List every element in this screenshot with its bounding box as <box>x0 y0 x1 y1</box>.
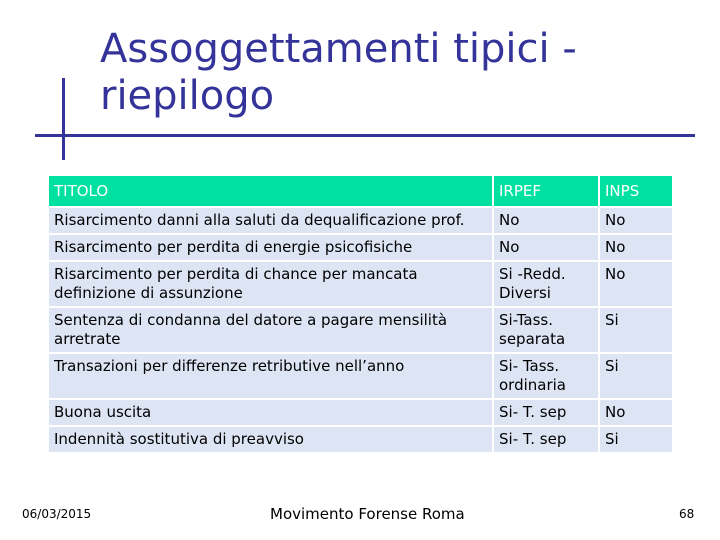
cell-inps: Si <box>600 427 672 452</box>
cell-irpef: Si-Tass. separata <box>494 308 598 352</box>
cell-titolo: Transazioni per differenze retributive nell’anno <box>49 354 492 398</box>
slide-title-line-2: riepilogo <box>100 73 275 119</box>
table-row <box>49 308 672 352</box>
table-row <box>49 235 672 260</box>
cell-irpef: Si -Redd. Diversi <box>494 262 598 306</box>
decorative-horizontal-line <box>35 134 695 137</box>
table-row <box>49 354 672 398</box>
cell-irpef: Si- Tass. ordinaria <box>494 354 598 398</box>
table-row <box>49 262 672 306</box>
footer-page-number: 68 <box>679 507 695 521</box>
slide-title <box>100 26 700 120</box>
footer-date: 06/03/2015 <box>22 507 92 521</box>
cell-titolo: Indennità sostitutiva di preavviso <box>49 427 492 452</box>
cell-inps: No <box>600 400 672 425</box>
summary-table <box>47 174 674 454</box>
cell-titolo: Risarcimento per perdita di chance per mancata definizione di assunzione <box>49 262 492 306</box>
table-row <box>49 400 672 425</box>
cell-irpef: No <box>494 208 598 233</box>
header-irpef: IRPEF <box>494 176 598 206</box>
cell-inps: Si <box>600 308 672 352</box>
cell-inps: No <box>600 262 672 306</box>
table-row <box>49 208 672 233</box>
cell-inps: No <box>600 208 672 233</box>
cell-irpef: Si- T. sep <box>494 427 598 452</box>
cell-inps: Si <box>600 354 672 398</box>
table-header-row <box>49 176 672 206</box>
header-inps: INPS <box>600 176 672 206</box>
cell-titolo: Buona uscita <box>49 400 492 425</box>
cell-titolo: Sentenza di condanna del datore a pagare mensilità arretrate <box>49 308 492 352</box>
cell-inps: No <box>600 235 672 260</box>
table-row <box>49 427 672 452</box>
cell-irpef: No <box>494 235 598 260</box>
cell-titolo: Risarcimento per perdita di energie psicofisiche <box>49 235 492 260</box>
cell-irpef: Si- T. sep <box>494 400 598 425</box>
slide-title-line-1: Assoggettamenti tipici - <box>100 26 577 72</box>
header-titolo: TITOLO <box>49 176 492 206</box>
footer-organization: Movimento Forense Roma <box>270 505 465 523</box>
cell-titolo: Risarcimento danni alla saluti da dequalificazione prof. <box>49 208 492 233</box>
decorative-vertical-line <box>62 78 65 160</box>
